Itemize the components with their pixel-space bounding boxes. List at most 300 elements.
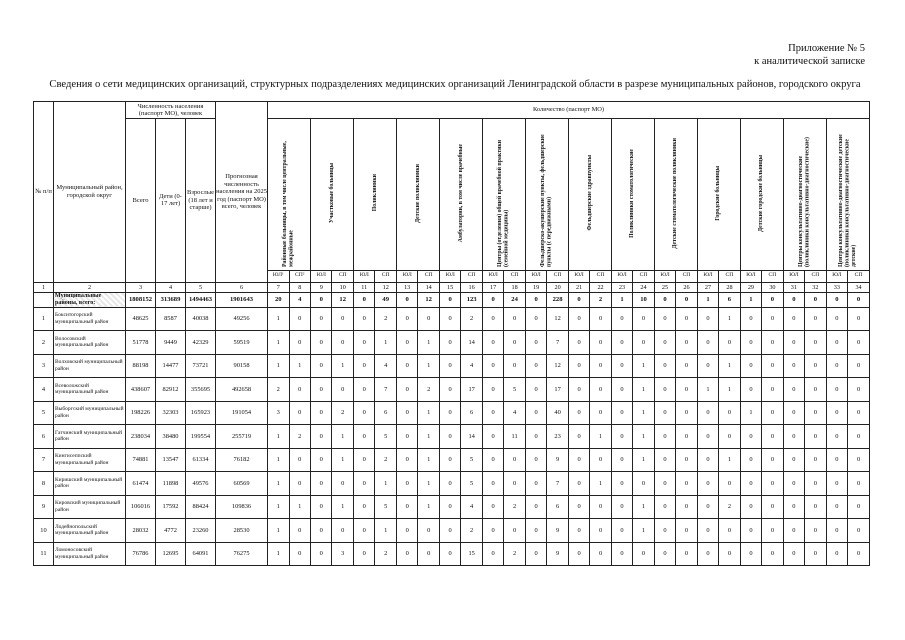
population-total: 28032	[126, 519, 156, 543]
count-cell: 1	[418, 448, 439, 472]
header-sub-cell: ЮЛ	[783, 270, 804, 282]
district-name: Лодейнопольский муниципальный район	[54, 519, 126, 543]
population-total: 238034	[126, 425, 156, 449]
count-cell: 0	[353, 542, 374, 566]
count-cell: 1	[719, 448, 740, 472]
count-cell: 0	[482, 472, 503, 496]
table-row	[34, 519, 870, 543]
count-cell: 0	[311, 542, 332, 566]
count-cell: 0	[396, 448, 417, 472]
header-children: Дети (0-17 лет)	[156, 119, 186, 283]
count-cell: 0	[697, 472, 718, 496]
population-adults: 88424	[186, 495, 216, 519]
count-cell: 0	[590, 542, 611, 566]
count-cell: 0	[740, 331, 761, 355]
count-cell: 0	[568, 472, 589, 496]
count-cell: 0	[762, 354, 783, 378]
count-cell: 0	[697, 495, 718, 519]
population-forecast: 1901643	[216, 292, 268, 307]
count-cell: 0	[805, 495, 826, 519]
header-type-label: Городские больницы	[715, 165, 722, 221]
district-name: Муниципальные районы, всего:	[54, 292, 126, 307]
count-cell: 0	[439, 354, 460, 378]
column-number: 29	[740, 282, 761, 292]
count-cell: 7	[547, 472, 568, 496]
count-cell: 1	[375, 331, 396, 355]
header-total: Всего	[126, 119, 156, 283]
count-cell: 17	[461, 378, 482, 402]
header-sub-cell: СП	[504, 270, 525, 282]
count-cell: 0	[353, 354, 374, 378]
count-cell: 0	[740, 448, 761, 472]
count-cell: 0	[396, 542, 417, 566]
count-cell: 14	[461, 331, 482, 355]
column-number: 7	[268, 282, 289, 292]
count-cell: 0	[568, 292, 589, 307]
count-cell: 0	[762, 542, 783, 566]
count-cell: 0	[783, 425, 804, 449]
population-total: 1808152	[126, 292, 156, 307]
count-cell: 0	[482, 354, 503, 378]
header-type	[311, 119, 354, 271]
count-cell: 9	[547, 519, 568, 543]
count-cell: 1	[740, 292, 761, 307]
population-total: 106016	[126, 495, 156, 519]
count-cell: 0	[805, 425, 826, 449]
header-sub-cell: ЮЛ	[568, 270, 589, 282]
column-number: 13	[396, 282, 417, 292]
count-cell: 5	[461, 448, 482, 472]
column-number: 34	[848, 282, 870, 292]
header-type	[525, 119, 568, 271]
header-sub-cell: ЮЛ	[482, 270, 503, 282]
count-cell: 0	[719, 331, 740, 355]
row-number: 5	[34, 401, 54, 425]
count-cell: 1	[418, 472, 439, 496]
count-cell: 0	[289, 331, 310, 355]
count-cell: 0	[482, 495, 503, 519]
count-cell: 0	[740, 307, 761, 331]
header-sub-cell: ЮЛ	[311, 270, 332, 282]
count-cell: 0	[418, 307, 439, 331]
count-cell: 2	[719, 495, 740, 519]
count-cell: 0	[719, 401, 740, 425]
count-cell: 1	[633, 425, 654, 449]
count-cell: 0	[525, 472, 546, 496]
population-total: 51778	[126, 331, 156, 355]
count-cell: 0	[740, 519, 761, 543]
header-type	[697, 119, 740, 271]
count-cell: 5	[504, 378, 525, 402]
count-cell: 0	[611, 425, 632, 449]
count-cell: 0	[697, 307, 718, 331]
count-cell: 0	[805, 307, 826, 331]
population-adults: 40038	[186, 307, 216, 331]
count-cell: 3	[332, 542, 353, 566]
table-row	[34, 542, 870, 566]
count-cell: 0	[719, 425, 740, 449]
count-cell: 0	[783, 307, 804, 331]
count-cell: 0	[353, 292, 374, 307]
count-cell: 0	[654, 448, 675, 472]
count-cell: 1	[740, 401, 761, 425]
count-cell: 2	[504, 495, 525, 519]
table-total-row	[34, 292, 870, 307]
row-number: 9	[34, 495, 54, 519]
appendix-line-1: Приложение № 5	[788, 43, 865, 54]
count-cell: 1	[268, 354, 289, 378]
row-number: 4	[34, 378, 54, 402]
count-cell: 0	[676, 495, 697, 519]
column-number: 3	[126, 282, 156, 292]
population-adults: 64091	[186, 542, 216, 566]
count-cell: 0	[590, 354, 611, 378]
column-number: 12	[375, 282, 396, 292]
count-cell: 0	[289, 542, 310, 566]
header-type-label: Центры консультативно-диагностические детские (поликлиники консультативно-диагностические детские)	[837, 134, 858, 267]
count-cell: 0	[525, 495, 546, 519]
header-type	[396, 119, 439, 271]
count-cell: 2	[375, 448, 396, 472]
count-cell: 0	[353, 307, 374, 331]
header-type	[353, 119, 396, 271]
count-cell: 0	[590, 495, 611, 519]
population-children: 12695	[156, 542, 186, 566]
population-total: 438607	[126, 378, 156, 402]
count-cell: 49	[375, 292, 396, 307]
count-cell: 0	[611, 519, 632, 543]
count-cell: 0	[439, 495, 460, 519]
count-cell: 1	[289, 354, 310, 378]
count-cell: 0	[525, 448, 546, 472]
column-number: 31	[783, 282, 804, 292]
population-forecast: 109836	[216, 495, 268, 519]
population-forecast: 90158	[216, 354, 268, 378]
count-cell: 1	[268, 331, 289, 355]
count-cell: 0	[611, 472, 632, 496]
row-number: 6	[34, 425, 54, 449]
count-cell: 0	[311, 401, 332, 425]
table-row	[34, 307, 870, 331]
count-cell: 0	[568, 331, 589, 355]
header-type-label: Амбулатории, в том числе врачебные	[457, 143, 464, 243]
count-cell: 0	[289, 378, 310, 402]
count-cell: 0	[590, 448, 611, 472]
count-cell: 4	[289, 292, 310, 307]
count-cell: 0	[676, 542, 697, 566]
count-cell: 0	[439, 519, 460, 543]
header-sub-cell: СП	[848, 270, 870, 282]
count-cell: 1	[268, 472, 289, 496]
count-cell: 0	[676, 519, 697, 543]
count-cell: 0	[568, 542, 589, 566]
count-cell: 0	[805, 472, 826, 496]
count-cell: 0	[353, 331, 374, 355]
count-cell: 1	[332, 425, 353, 449]
population-children: 13547	[156, 448, 186, 472]
count-cell: 0	[289, 448, 310, 472]
header-type-label: Поликлиники	[371, 174, 378, 212]
count-cell: 0	[826, 378, 847, 402]
count-cell: 2	[375, 542, 396, 566]
count-cell: 0	[590, 519, 611, 543]
count-cell: 1	[268, 542, 289, 566]
count-cell: 1	[719, 307, 740, 331]
count-cell: 0	[311, 292, 332, 307]
count-cell: 0	[697, 401, 718, 425]
count-cell: 0	[783, 542, 804, 566]
population-children: 17592	[156, 495, 186, 519]
count-cell: 0	[396, 331, 417, 355]
count-cell: 0	[676, 472, 697, 496]
count-cell: 0	[504, 307, 525, 331]
count-cell: 0	[525, 331, 546, 355]
count-cell: 0	[676, 401, 697, 425]
count-cell: 11	[504, 425, 525, 449]
count-cell: 1	[268, 425, 289, 449]
population-forecast: 191054	[216, 401, 268, 425]
count-cell: 1	[633, 495, 654, 519]
count-cell: 0	[482, 331, 503, 355]
count-cell: 12	[418, 292, 439, 307]
count-cell: 0	[654, 354, 675, 378]
header-sub-cell: СП	[332, 270, 353, 282]
count-cell: 1	[418, 331, 439, 355]
count-cell: 1	[418, 495, 439, 519]
count-cell: 0	[590, 307, 611, 331]
population-children: 82912	[156, 378, 186, 402]
column-number: 26	[676, 282, 697, 292]
count-cell: 0	[439, 378, 460, 402]
count-cell: 0	[697, 519, 718, 543]
header-type	[439, 119, 482, 271]
count-cell: 0	[611, 354, 632, 378]
count-cell: 0	[396, 401, 417, 425]
count-cell: 0	[654, 472, 675, 496]
count-cell: 0	[568, 495, 589, 519]
population-children: 11898	[156, 472, 186, 496]
count-cell: 0	[762, 519, 783, 543]
count-cell: 0	[611, 495, 632, 519]
count-cell: 0	[439, 292, 460, 307]
count-cell: 0	[654, 307, 675, 331]
count-cell: 0	[762, 378, 783, 402]
column-number: 10	[332, 282, 353, 292]
appendix-line-2: к аналитической записке	[754, 56, 865, 67]
count-cell: 2	[418, 378, 439, 402]
header-type-label: Фельдшерские здравпункты	[586, 155, 593, 231]
count-cell: 0	[762, 472, 783, 496]
count-cell: 0	[439, 472, 460, 496]
count-cell: 12	[547, 307, 568, 331]
count-cell: 0	[289, 472, 310, 496]
header-type	[783, 119, 826, 271]
population-total: 61474	[126, 472, 156, 496]
count-cell: 0	[525, 378, 546, 402]
population-adults: 61334	[186, 448, 216, 472]
count-cell: 0	[697, 448, 718, 472]
column-number: 18	[504, 282, 525, 292]
count-cell: 0	[525, 292, 546, 307]
population-adults: 199554	[186, 425, 216, 449]
header-type-label: Поликлиники стоматологические	[629, 148, 636, 238]
count-cell: 1	[719, 354, 740, 378]
count-cell: 7	[547, 331, 568, 355]
count-cell: 20	[268, 292, 289, 307]
count-cell: 0	[805, 331, 826, 355]
count-cell: 0	[439, 307, 460, 331]
table-row	[34, 354, 870, 378]
count-cell: 0	[525, 401, 546, 425]
population-forecast: 59519	[216, 331, 268, 355]
count-cell: 0	[525, 354, 546, 378]
count-cell: 1	[268, 519, 289, 543]
count-cell: 1	[268, 307, 289, 331]
count-cell: 5	[461, 472, 482, 496]
count-cell: 0	[783, 495, 804, 519]
count-cell: 0	[482, 292, 503, 307]
column-number: 21	[568, 282, 589, 292]
population-children: 8587	[156, 307, 186, 331]
row-number: 7	[34, 448, 54, 472]
count-cell: 0	[676, 307, 697, 331]
count-cell: 7	[375, 378, 396, 402]
count-cell: 2	[289, 425, 310, 449]
header-row-types	[34, 119, 870, 271]
count-cell: 4	[461, 354, 482, 378]
district-name: Выборгский муниципальный район	[54, 401, 126, 425]
count-cell: 0	[311, 519, 332, 543]
count-cell: 0	[676, 292, 697, 307]
count-cell: 0	[654, 425, 675, 449]
header-sub-cell: ЮЛ	[525, 270, 546, 282]
count-cell: 0	[418, 542, 439, 566]
count-cell: 2	[504, 542, 525, 566]
count-cell: 0	[783, 292, 804, 307]
count-cell: 0	[676, 448, 697, 472]
population-children: 14477	[156, 354, 186, 378]
count-cell: 0	[311, 472, 332, 496]
count-cell: 0	[740, 472, 761, 496]
count-cell: 0	[611, 378, 632, 402]
header-sub-cell: СП²	[289, 270, 310, 282]
count-cell: 0	[353, 378, 374, 402]
count-cell: 0	[826, 448, 847, 472]
header-type-label: Районные больницы, в том числе центральные, межрайонные	[282, 141, 296, 267]
header-sub-cell: СП	[762, 270, 783, 282]
header-type-label: Детские городские больницы	[758, 154, 765, 232]
header-sub-cell: ЮЛ	[740, 270, 761, 282]
count-cell: 0	[848, 292, 870, 307]
count-cell: 1	[633, 401, 654, 425]
count-cell: 0	[848, 425, 870, 449]
header-quantity: Количество (паспорт МО)	[268, 102, 870, 119]
count-cell: 10	[633, 292, 654, 307]
count-cell: 0	[848, 542, 870, 566]
count-cell: 0	[783, 519, 804, 543]
count-cell: 0	[482, 542, 503, 566]
count-cell: 1	[332, 448, 353, 472]
population-adults: 23260	[186, 519, 216, 543]
count-cell: 0	[525, 519, 546, 543]
count-cell: 40	[547, 401, 568, 425]
column-number: 32	[805, 282, 826, 292]
count-cell: 6	[461, 401, 482, 425]
count-cell: 2	[332, 401, 353, 425]
header-type	[826, 119, 869, 271]
count-cell: 6	[547, 495, 568, 519]
count-cell: 6	[375, 401, 396, 425]
count-cell: 0	[611, 542, 632, 566]
count-cell: 0	[525, 425, 546, 449]
count-cell: 0	[719, 472, 740, 496]
population-forecast: 60569	[216, 472, 268, 496]
count-cell: 1	[590, 472, 611, 496]
column-number: 6	[216, 282, 268, 292]
district-name: Ломоносовский муниципальный район	[54, 542, 126, 566]
count-cell: 0	[676, 425, 697, 449]
header-type	[740, 119, 783, 271]
count-cell: 0	[676, 378, 697, 402]
count-cell: 0	[826, 401, 847, 425]
count-cell: 0	[654, 495, 675, 519]
count-cell: 0	[719, 519, 740, 543]
count-cell: 0	[311, 331, 332, 355]
count-cell: 0	[783, 378, 804, 402]
count-cell: 1	[418, 401, 439, 425]
count-cell: 0	[590, 378, 611, 402]
count-cell: 0	[719, 542, 740, 566]
count-cell: 1	[418, 425, 439, 449]
count-cell: 14	[461, 425, 482, 449]
count-cell: 0	[762, 495, 783, 519]
column-number: 25	[654, 282, 675, 292]
table-row	[34, 495, 870, 519]
count-cell: 0	[611, 401, 632, 425]
count-cell: 0	[396, 519, 417, 543]
count-cell: 0	[654, 519, 675, 543]
count-cell: 0	[332, 331, 353, 355]
count-cell: 3	[268, 401, 289, 425]
column-number: 24	[633, 282, 654, 292]
count-cell: 0	[805, 378, 826, 402]
count-cell: 1	[375, 519, 396, 543]
count-cell: 1	[375, 472, 396, 496]
count-cell: 1	[332, 495, 353, 519]
count-cell: 1	[633, 448, 654, 472]
count-cell: 0	[482, 378, 503, 402]
count-cell: 0	[740, 495, 761, 519]
count-cell: 0	[289, 519, 310, 543]
count-cell: 0	[439, 542, 460, 566]
header-sub-cell: ЮЛ¹	[268, 270, 289, 282]
header-sub-cell: СП	[547, 270, 568, 282]
population-forecast: 492658	[216, 378, 268, 402]
row-number: 10	[34, 519, 54, 543]
count-cell: 2	[268, 378, 289, 402]
count-cell: 0	[805, 448, 826, 472]
count-cell: 0	[353, 425, 374, 449]
column-number: 16	[461, 282, 482, 292]
count-cell: 2	[590, 292, 611, 307]
count-cell: 0	[590, 331, 611, 355]
count-cell: 0	[805, 519, 826, 543]
row-number: 3	[34, 354, 54, 378]
header-sub-cell: ЮЛ	[439, 270, 460, 282]
district-name: Бокситогорский муниципальный район	[54, 307, 126, 331]
header-row-top	[34, 102, 870, 119]
count-cell: 2	[461, 519, 482, 543]
